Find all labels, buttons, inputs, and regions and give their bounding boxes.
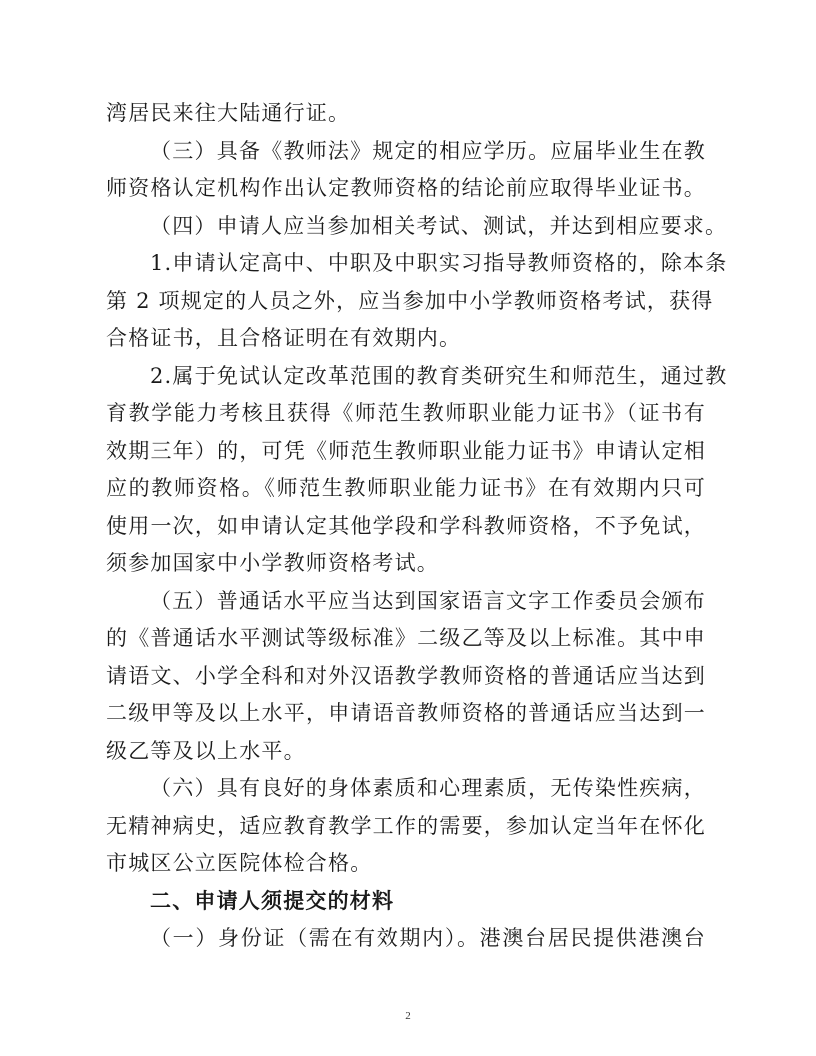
text-line: 的《普通话水平测试等级标准》二级乙等及以上标准。其中申 — [106, 626, 706, 650]
paragraph-yi-start: （一）身份证（需在有效期内）。港澳台居民提供港澳台 — [150, 926, 706, 950]
text-line: 请语文、小学全科和对外汉语教学教师资格的普通话应当达到 — [106, 663, 706, 688]
section-heading: 二、申请人须提交的材料 — [150, 888, 395, 913]
paragraph-wu-start: （五）普通话水平应当达到国家语言文字工作委员会颁布 — [150, 588, 706, 613]
text-line: 应的教师资格。《师范生教师职业能力证书》在有效期内只可 — [106, 476, 706, 500]
text-line: 师资格认定机构作出认定教师资格的结论前应取得毕业证书。 — [106, 176, 706, 200]
text-line: 育教学能力考核且获得《师范生教师职业能力证书》（证书有 — [106, 401, 706, 425]
document-body — [106, 95, 728, 958]
text-line: 须参加国家中小学教师资格考试。 — [106, 551, 439, 575]
item-2-start: 2.属于免试认定改革范围的教育类研究生和师范生，通过教 — [150, 363, 728, 388]
text-line: 市城区公立医院体检合格。 — [106, 851, 373, 875]
text-line: 效期三年）的，可凭《师范生教师职业能力证书》申请认定相 — [106, 438, 706, 463]
text-line: 无精神病史，适应教育教学工作的需要，参加认定当年在怀化 — [106, 813, 706, 838]
text-line: 湾居民来往大陆通行证。 — [106, 101, 351, 125]
paragraph-san-start: （三）具备《教师法》规定的相应学历。应届毕业生在教 — [150, 138, 706, 163]
page-number: 2 — [405, 1010, 411, 1022]
text-line: 第 2 项规定的人员之外，应当参加中小学教师资格考试，获得 — [106, 288, 714, 313]
paragraph-si: （四）申请人应当参加相关考试、测试，并达到相应要求。 — [150, 213, 728, 238]
item-1-start: 1.申请认定高中、中职及中职实习指导教师资格的，除本条 — [150, 251, 728, 275]
text-line: 级乙等及以上水平。 — [106, 738, 306, 763]
text-line: 二级甲等及以上水平，申请语音教师资格的普通话应当达到一 — [106, 701, 706, 725]
paragraph-liu-start: （六）具有良好的身体素质和心理素质，无传染性疾病， — [150, 776, 706, 800]
text-line: 合格证书，且合格证明在有效期内。 — [106, 326, 462, 350]
text-line: 使用一次，如申请认定其他学段和学科教师资格，不予免试， — [106, 513, 706, 538]
